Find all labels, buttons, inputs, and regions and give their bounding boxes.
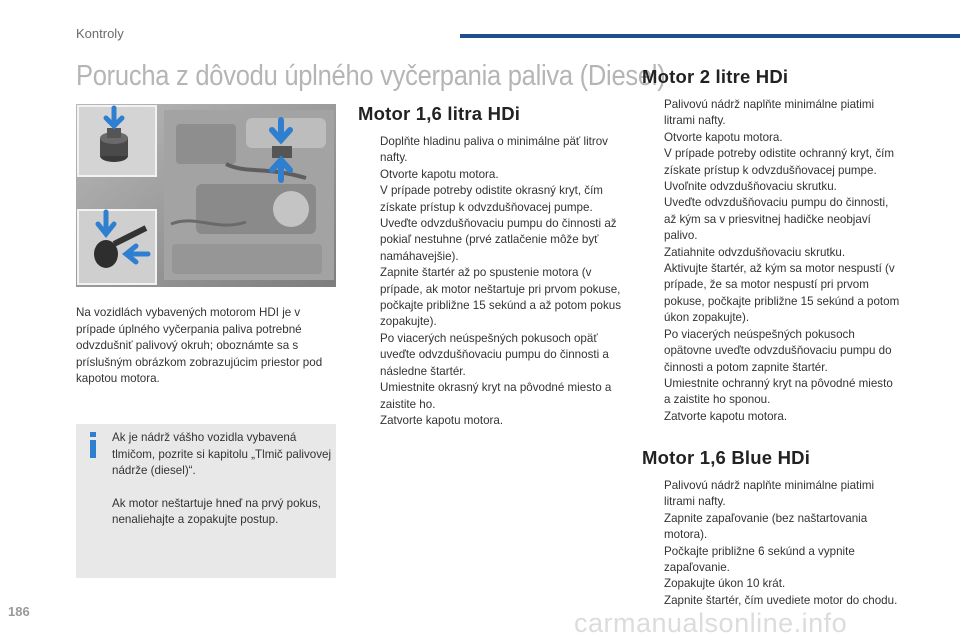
step-list [642,97,902,425]
step-text: Po viacerých neúspešných pokusoch opäť uveďte odvzdušňovaciu pumpu do činnosti a následne štartér. [380,331,609,378]
info-paragraph: Ak je nádrž vášho vozidla vybavená tlmičom, pozrite si kapitolu „Tlmič palivovej nádrže (diesel)“. [112,431,332,478]
step-text: Uveďte odvzdušňovaciu pumpu do činnosti až pokiaľ nestuhne (prvé zatlačenie môže byť namáhavejšie). [380,217,617,263]
watermark: carmanualsonline.info [574,608,848,638]
step-text: Zapnite štartér, čím uvediete motor do chodu. [664,593,898,607]
step-item [642,97,902,130]
step-text: Palivovú nádrž naplňte minimálne piatimi litrami nafty. [664,98,875,128]
section-motor-2 [642,66,902,425]
step-item [642,511,902,544]
step-item [358,183,628,216]
header-accent-bar [460,34,960,38]
section-heading: Motor 1,6 Blue HDi [642,447,811,468]
step-text: Počkajte približne 6 sekúnd a vypnite zapaľovanie. [664,544,855,575]
step-text: Uvoľnite odvzdušňovaciu skrutku. [664,180,837,194]
step-item [642,245,902,261]
page-title: Porucha z dôvodu úplného vyčerpania paliva (Diesel) [76,60,666,92]
step-item [358,167,628,183]
step-item [358,134,628,167]
step-text: Zopakujte úkon 10 krát. [664,577,786,591]
step-item [642,376,902,409]
step-text: V prípade potreby odistite okrasný kryt, čím získate prístup k odvzdušňovacej pumpe. [380,184,603,214]
step-item [642,544,902,577]
section-label: Kontroly [76,26,124,41]
step-item [358,265,628,331]
section-heading: Motor 1,6 litra HDi [358,103,521,124]
step-list [642,478,902,609]
step-item [642,478,902,511]
section-motor-16-blue [642,447,902,609]
step-item [358,413,628,429]
step-text: Zatiahnite odvzdušňovaciu skrutku. [664,245,846,259]
step-item [642,179,902,195]
info-icon [88,432,98,458]
step-text: Umiestnite ochranný kryt na pôvodné miesto a zaistite ho sponou. [664,376,893,407]
step-text: Otvorte kapotu motora. [664,130,783,144]
step-item [642,593,902,609]
section-motor-16 [358,103,628,429]
engine-figure [76,104,336,287]
step-text: V prípade potreby odistite ochranný kryt, čím získate prístup k odvzdušňovacej pumpe. [664,147,895,177]
step-text: Doplňte hladinu paliva o minimálne päť litrov nafty. [380,135,608,165]
step-item [642,261,902,327]
step-text: Zapnite zapaľovanie (bez naštartovania motora). [664,511,868,542]
intro-text: Na vozidlách vybavených motorom HDI je v prípade úplného vyčerpania paliva potrebné odvzdušniť palivový okruh; oboznámte sa s príslušným obrázkom zobrazujúcim priestor pod kapotou motora. [76,306,323,386]
step-text: Zatvorte kapotu motora. [380,413,504,427]
step-text: Zatvorte kapotu motora. [664,409,788,423]
step-item [358,216,628,265]
step-text: Uveďte odvzdušňovaciu pumpu do činnosti, až kým sa v priesvitnej hadičke neobjaví palivo. [664,196,889,243]
step-text: Po viacerých neúspešných pokusoch opätovne uveďte odvzdušňovaciu pumpu do činnosti a potom zapnite štartér. [664,327,892,374]
step-item [358,331,628,380]
step-text: Aktivujte štartér, až kým sa motor nespustí (v prípade, že sa motor nespustí pri prvom pokuse, počkajte približne 15 sekúnd a potom úkon zopakujte). [664,262,900,325]
step-text: Palivovú nádrž naplňte minimálne piatimi litrami nafty. [664,479,875,509]
info-paragraph: Ak motor neštartuje hneď na prvý pokus, nenaliehajte a zopakujte postup. [112,496,321,527]
step-text: Otvorte kapotu motora. [380,167,499,181]
info-box [76,424,336,578]
step-item [642,195,902,244]
step-item [642,130,902,146]
step-list [358,134,628,429]
step-item [642,409,902,425]
section-heading: Motor 2 litre HDi [642,66,789,87]
step-item [642,327,902,376]
page-number: 186 [8,604,30,619]
step-item [642,146,902,179]
step-item [358,380,628,413]
step-text: Umiestnite okrasný kryt na pôvodné miesto a zaistite ho. [380,381,612,411]
step-text: Zapnite štartér až po spustenie motora (v prípade, ak motor neštartuje pri prvom pokuse, počkajte približne 15 sekúnd a až potom pokus zopakujte). [380,266,622,329]
step-item [642,576,902,592]
